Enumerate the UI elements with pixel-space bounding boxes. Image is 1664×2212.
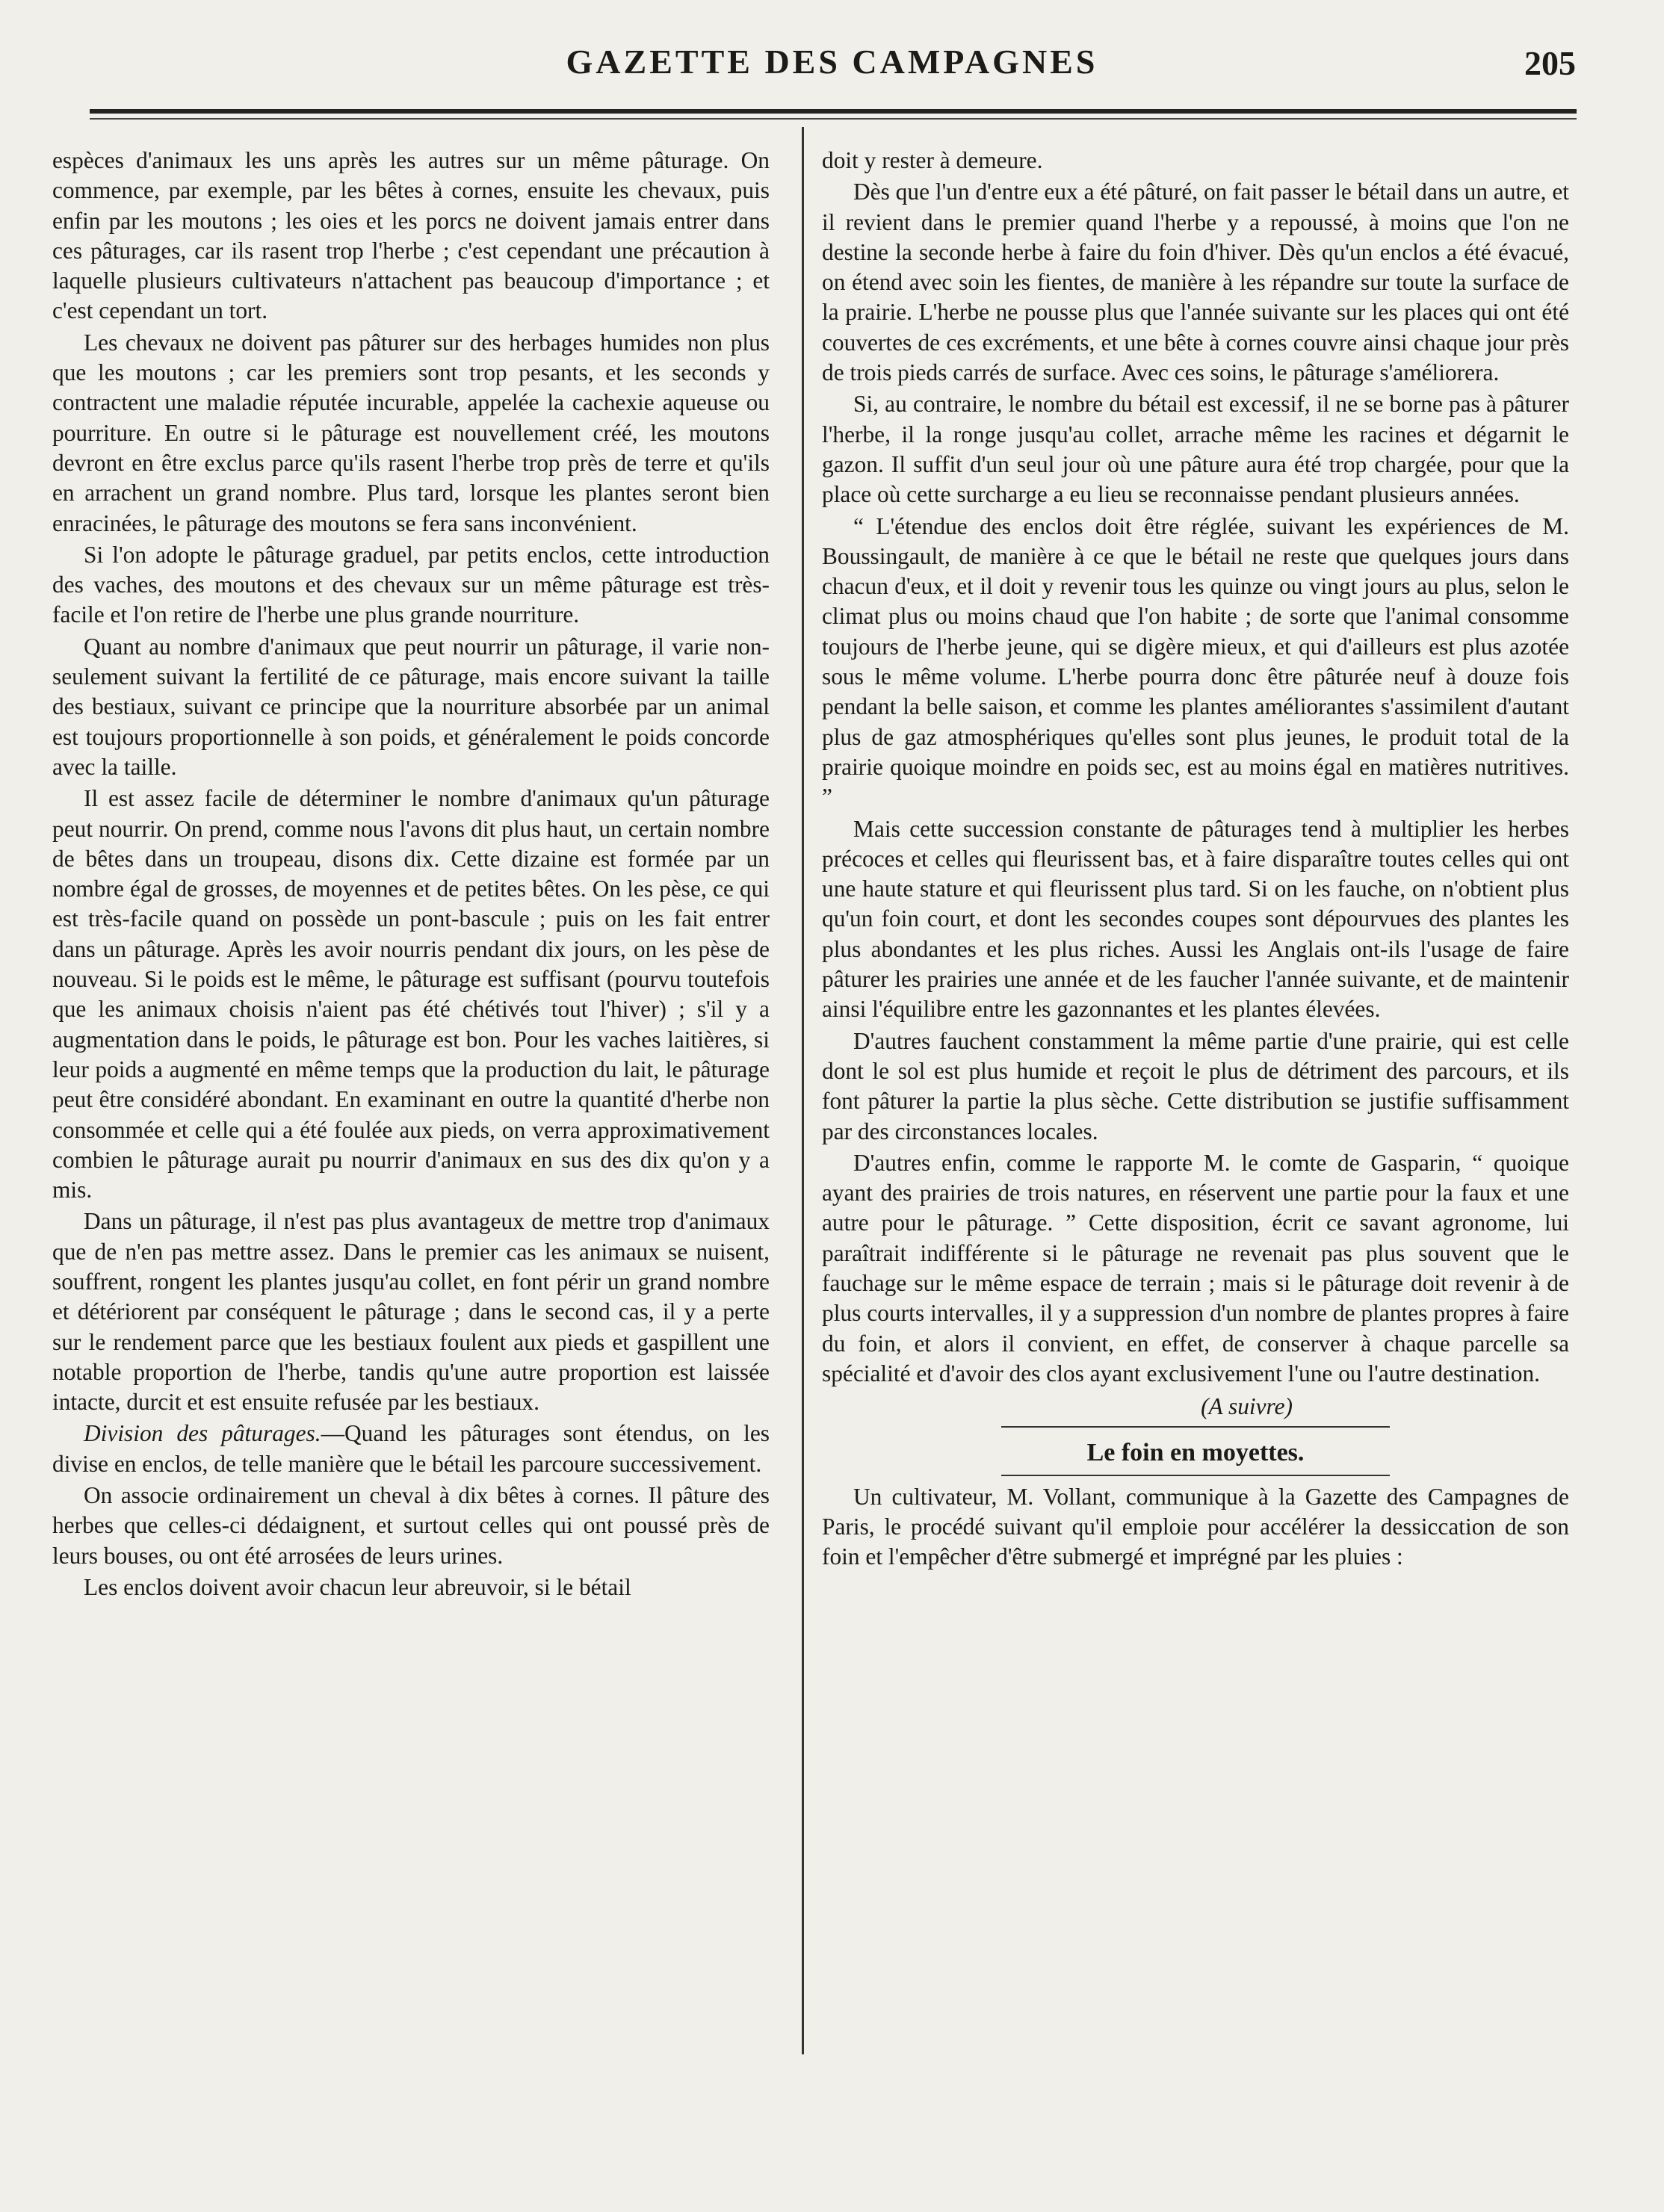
paragraph: Si, au contraire, le nombre du bétail est excessif, il ne se borne pas à pâturer l'herbe, il la ronge jusqu'au collet, arrache même les racines et dégarnit le gazon. Il suffit d'un seul jour où une pâture aura été trop chargée, pour que la place où cette surcharge a eu lieu se reconnaisse pendant plusieurs années. xyxy=(822,391,1569,508)
paragraph: Dès que l'un d'entre eux a été pâturé, on fait passer le bétail dans un autre, et il revient dans le premier quand l'herbe y a repoussé, à moins que l'on ne destine la seconde herbe à faire du foin d'hiver. Dès qu'un enclos a été évacué, on étend avec soin les fientes, de manière à les répandre sur toute la surface de la prairie. L'herbe ne pousse plus que l'année suivante sur les places qui ont été couvertes de ces excréments, et une bête à cornes couvre ainsi chaque jour près de trois pieds carrés de surface. Avec ces soins, le pâturage s'améliorera. xyxy=(822,179,1569,386)
header-rule xyxy=(90,109,1577,114)
paragraph: “ L'étendue des enclos doit être réglée, suivant les expériences de M. Boussingault, de manière à ce que le bétail ne reste que quelques jours dans chacun d'eux, et il doit y revenir tous les quinze ou vingt jours au plus, selon le climat plus ou moins chaud que l'on habite ; de sorte que l'animal consomme toujours de l'herbe jeune, qui se digère mieux, et qui d'ailleurs est plus azotée sous le même volume. L'herbe pourra donc être pâturée neuf à douze fois pendant la belle saison, et comme les plantes améliorantes s'assimilent d'autant plus de gaz atmosphériques qu'elles sont plus jeunes, le produit total de la prairie quoique moindre en poids sec, est au moins égal en matières nutritives. ” xyxy=(822,512,1569,811)
paragraph: espèces d'animaux les uns après les autres sur un même pâturage. On commence, par exemple, par les bêtes à cornes, ensuite les chevaux, puis enfin par les moutons ; les oies et les porcs ne doivent jamais entrer dans ces pâturages, car ils rasent trop l'herbe ; c'est cependant une précaution à laquelle plusieurs cultivateurs n'attachent pas beaucoup d'importance ; et c'est cependant un tort. xyxy=(52,147,770,324)
left-column xyxy=(52,146,770,1602)
paragraph: On associe ordinairement un cheval à dix bêtes à cornes. Il pâture des herbes que celles-ci dédaignent, et surtout celles qui ont poussé près de leurs bouses, ou ont été arrosées de leurs urines. xyxy=(52,1482,770,1569)
paragraph: doit y rester à demeure. xyxy=(822,147,1043,173)
paragraph: Il est assez facile de déterminer le nombre d'animaux qu'un pâturage peut nourrir. On prend, comme nous l'avons dit plus haut, un certain nombre de bêtes dans un troupeau, disons dix. Cette dizaine est formée par un nombre égal de grosses, de moyennes et de petites bêtes. On les pèse, ce qui est très-facile quand on possède un pont-bascule ; puis on les fait entrer dans un pâturage. Après les avoir nourris pendant dix jours, on les pèse de nouveau. Si le poids est le même, le pâturage est suffisant (pourvu toutefois que les animaux choisis n'aient pas été chétivés tout l'hiver) ; s'il y a augmentation dans le poids, le pâturage est bon. Pour les vaches laitières, si leur poids a augmenté en même temps que la production du lait, le pâturage peut être considéré abondant. En examinant en outre la quantité d'herbe non consommée et celle qui a été foulée aux pieds, on verra approximativement combien le pâturage aurait pu nourrir d'animaux en sus des dix qu'on y a mis. xyxy=(52,785,770,1203)
paragraph: Les chevaux ne doivent pas pâturer sur des herbages humides non plus que les moutons ; car les premiers sont trop pesants, et les seconds y contractent une maladie réputée incurable, appelée la cachexie aqueuse ou pourriture. En outre si le pâturage est nouvellement créé, les moutons devront en être exclus parce qu'ils rasent l'herbe trop près de terre et qu'ils en arrachent un grand nombre. Plus tard, lorsque les plantes seront bien enracinées, le pâturage des moutons se fera sans inconvénient. xyxy=(52,329,770,536)
paragraph: Les enclos doivent avoir chacun leur abreuvoir, si le bétail xyxy=(84,1573,631,1600)
masthead-title: GAZETTE DES CAMPAGNES xyxy=(566,43,1098,81)
paragraph: Si l'on adopte le pâturage graduel, par petits enclos, cette introduction des vaches, des moutons et des chevaux sur un même pâturage est très-facile et l'on retire de l'herbe une plus grande nourriture. xyxy=(52,541,770,628)
paragraph: Dans un pâturage, il n'est pas plus avantageux de mettre trop d'animaux que de n'en pas mettre assez. Dans le premier cas les animaux se nuisent, souffrent, rongent les plantes jusqu'au collet, en font périr un grand nombre et détériorent par conséquent le pâturage ; dans le second cas, il y a perte sur le rendement parce que les bestiaux foulent aux pieds et gaspillent une notable proportion de l'herbe, tandis qu'une autre proportion est laissée intacte, durcit et est ensuite refusée par les bestiaux. xyxy=(52,1208,770,1416)
right-column xyxy=(822,146,1569,1573)
division-paragraph xyxy=(52,1419,770,1479)
paragraph: Quant au nombre d'animaux que peut nourrir un pâturage, il varie non-seulement suivant la fertilité de ce pâturage, mais encore suivant la taille des bestiaux, suivant ce principe que la nourriture absorbée par un animal est toujours proportionnelle à son poids, et généralement le poids concorde avec la taille. xyxy=(52,633,770,780)
division-heading: Division des pâturages. xyxy=(84,1420,321,1447)
paragraph: D'autres fauchent constamment la même partie d'une prairie, qui est celle dont le sol est plus humide et reçoit le plus de détriment des parcours, et ils font pâturer la partie la plus sèche. Cette distribution se justifie suffisamment par des circonstances locales. xyxy=(822,1027,1569,1144)
section-rule xyxy=(1001,1426,1390,1428)
paragraph: Un cultivateur, M. Vollant, communique à la Gazette des Campagnes de Paris, le procédé suivant qu'il emploie pour accélérer la dessiccation de son foin et l'empêcher d'être submergé et imprégné par les pluies : xyxy=(822,1483,1569,1570)
header-rule-thin xyxy=(90,118,1577,120)
column-divider xyxy=(802,127,804,2054)
section-title: Le foin en moyettes. xyxy=(1001,1438,1390,1475)
paragraph: D'autres enfin, comme le rapporte M. le comte de Gasparin, “ quoique ayant des prairies de trois natures, en réservent une partie pour la faux et une autre pour le pâturage. ” Cette disposition, écrit ce savant agronome, lui paraîtrait indifférente si le pâturage ne revenait pas plus souvent que le fauchage sur le même espace de terrain ; mais si le pâturage doit revenir à de plus courts intervalles, il y a suppression d'un nombre de plantes propres à faire du foin, et alors il convient, en effet, de conserver à chaque parcelle sa spécialité et d'avoir des clos ayant exclusivement l'une ou l'autre destination. xyxy=(822,1149,1569,1387)
page-number: 205 xyxy=(1524,44,1576,82)
division-text: —Quand les pâturages sont étendus, on les divise en enclos, de telle manière que le bétail les parcoure successivement. xyxy=(52,1420,770,1477)
to-be-continued: (A suivre) xyxy=(1201,1393,1293,1420)
paragraph: Mais cette succession constante de pâturages tend à multiplier les herbes précoces et celles qui fleurissent bas, et à faire disparaître toutes celles qui ont une haute stature et qui fleurissent plus tard. Si on les fauche, on n'obtient plus qu'un foin court, et dont les secondes coupes sont dépourvues des plantes les plus abondantes et les plus riches. Aussi les Anglais ont-ils l'usage de faire pâturer les prairies une année et de les faucher l'année suivante, et de maintenir ainsi l'équilibre entre les gazonnantes et les plantes élevées. xyxy=(822,815,1569,1023)
